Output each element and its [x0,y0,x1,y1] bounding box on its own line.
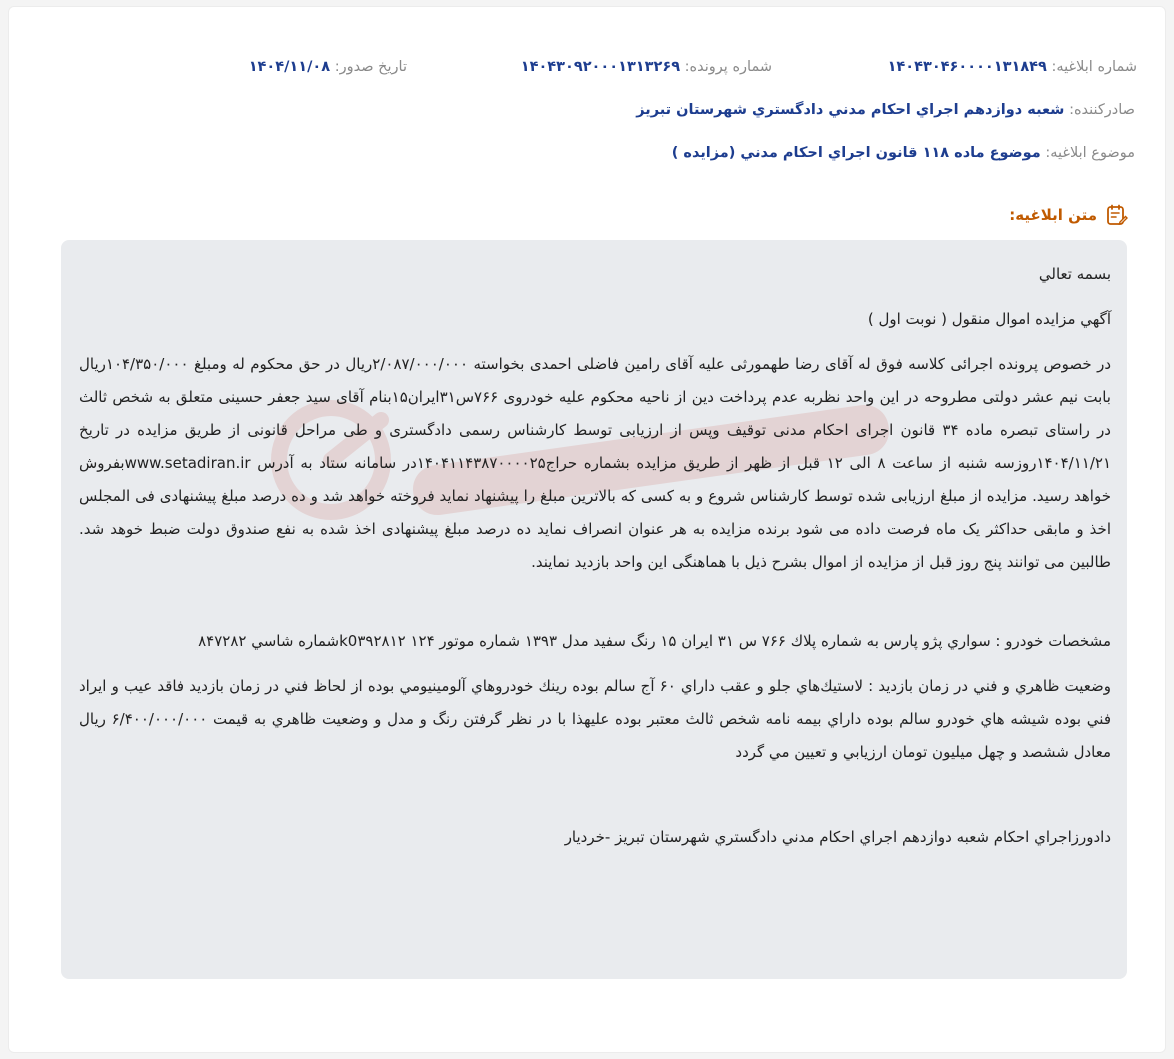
body-vehicle-condition: وضعيت ظاهري و فني در زمان بازديد : لاستيك‌هاي جلو و عقب داراي ۶۰ آج سالم بوده رينك خودروهاي آلومينيومي بوده از لحاظ فني در زمان بازديد فاقد عيب و ايراد فني بوده شيشه هاي خودرو سالم بوده داراي بيمه نامه شخص ثالث معتبر بوده عليهذا با در نظر گرفتن رنگ و مدل و وضعيت ظاهري به قيمت ۶/۴۰۰/۰۰۰/۰۰۰ ريال معادل ششصد و چهل ميليون تومان ارزيابي و تعيين مي گردد [79,677,1112,761]
case-number-value: ۱۴۰۴۳۰۹۲۰۰۰۱۳۱۳۲۶۹ [520,59,681,75]
notice-body-text [79,258,1111,854]
issue-date-value: ۱۴۰۴/۱۱/۰۸ [248,59,331,75]
spacer [79,781,1111,821]
body-announcement-title: آگهي مزايده اموال منقول ( نوبت اول ) [867,310,1111,328]
body-greeting: بسمه تعالي [1038,265,1111,283]
issuer-field [636,102,1135,118]
spacer [79,591,1111,625]
issue-date-label: تاريخ صدور: [334,59,407,75]
body-signature: دادورزاجراي احكام شعبه دوازدهم اجراي احكام مدني دادگستري شهرستان تبريز -خرديار [564,828,1111,846]
subject-value: موضوع ماده ۱۱۸ قانون اجراي احكام مدني (مزايده ) [671,145,1041,161]
notice-body-box [61,240,1127,979]
issue-date-field [249,59,407,75]
subject-field [672,145,1135,161]
body-vehicle-specs: مشخصات خودرو : سواري پژو پارس به شماره پلاك ۷۶۶ س ۳۱ ايران ۱۵ رنگ سفيد مدل ۱۳۹۳ شماره موتور ۱۲۴ k0۳۹۲۸۱۲شماره شاسي ۸۴۷۲۸۲ [198,632,1111,650]
case-number-label: شماره پرونده: [684,59,772,75]
notice-number-label: شماره ابلاغيه: [1051,59,1137,75]
notice-text-heading [1009,203,1129,227]
subject-label: موضوع ابلاغيه: [1045,145,1135,161]
issuer-label: صادركننده: [1069,102,1135,118]
body-main-paragraph: در خصوص پرونده اجرائی کلاسه فوق له آقای رضا طهمورثی علیه آقای رامین فاضلی احمدی بخواسته ۲/۰۸۷/۰۰۰/۰۰۰ریال در حق محکوم له ومبلغ ۱۰۴/۳۵۰/۰۰۰ریال بابت نیم عشر دولتی مطروحه در این واحد نظربه عدم پرداخت دین از ناحیه محکوم علیه خودروی ۷۶۶س۳۱ایران۱۵بنام آقای سید جعفر حسینی متعلق به شخص ثالث در راستای تبصره ماده ۳۴ قانون اجرای احکام مدنی توقیف وپس از ارزیابی توسط کارشناس رسمی دادگستری و طی مراحل قانونی از طریق مزایده در تاریخ ۱۴۰۴/۱۱/۲۱روزسه شنبه از ساعت ۸ الی ۱۲ قبل از ظهر از طریق مزایده بشماره حراج۱۴۰۴۱۱۴۳۸۷۰۰۰۰۲۵در سامانه ستاد به آدرس www.setadiran.irبفروش خواهد رسید. مزایده از مبلغ ارزیابی شده توسط کارشناس شروع و به کسی که بالاترین مبلغ را پیشنهاد نماید فروخته خواهد شد و ده درصد مبلغ پیشنهادی فی المجلس اخذ و مابقی حداکثر یک ماه فرصت داده می شود برنده مزایده به هر عنوان انصراف نماید ده درصد مبلغ پیشنهادی اخذ شده به نفع صندوق دولت ضبط خوهد شد. طالبین می توانند پنج روز قبل از مزایده از اموال بشرح ذیل با هماهنگی این واحد بازدید نمایند. [79,355,1111,571]
notice-text-title: متن ابلاغيه: [1009,206,1097,224]
meta-row-numbers [9,59,1167,83]
notice-number-value: ۱۴۰۴۳۰۴۶۰۰۰۰۱۳۱۸۴۹ [887,59,1047,75]
notice-number-field [888,59,1137,75]
issuer-value: شعبه دوازدهم اجراي احكام مدني دادگستري شهرستان تبريز [636,102,1065,118]
document-edit-icon [1105,203,1129,227]
case-number-field [521,59,772,75]
notice-card [8,6,1166,1053]
